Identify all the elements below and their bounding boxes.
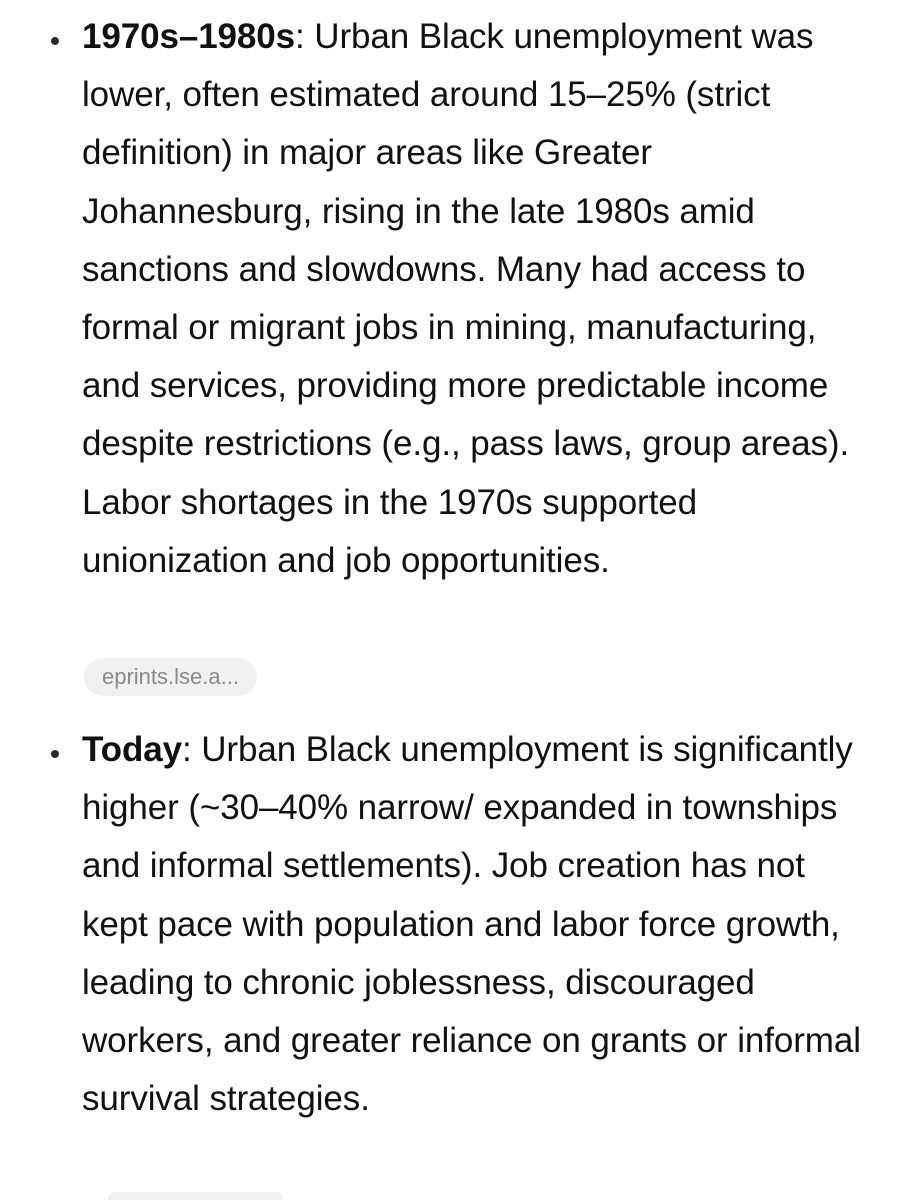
source-chip-partial[interactable] bbox=[108, 1192, 283, 1200]
bullet-body: Urban Black unemployment is significantly higher (~30–40% narrow/ expanded in townships and informal settlements). Job creation has not kept pace with population and labor force growth, leading to chronic joblessness, discouraged workers, and greater reliance on grants or informal survival strategies. bbox=[82, 730, 861, 1119]
bullet-text bbox=[82, 721, 872, 1128]
heading-separator: : bbox=[295, 17, 305, 56]
bullet-heading: Today bbox=[82, 730, 182, 769]
bullet-text bbox=[82, 8, 872, 590]
heading-separator: : bbox=[181, 730, 192, 769]
bullet-dot-icon bbox=[51, 37, 59, 45]
source-chip[interactable]: eprints.lse.a... bbox=[84, 658, 257, 696]
bullet-heading: 1970s–1980s bbox=[82, 17, 296, 56]
bullet-body: Urban Black unemployment was lower, often estimated around 15–25% (strict definition) in major areas like Greater Johannesburg, rising in the late 1980s amid sanctions and slowdowns. Many had access to formal or migrant jobs in mining, manufacturing, and services, providing more predictable income despite restrictions (e.g., pass laws, group areas). Labor shortages in the 1970s supported unionization and job opportunities. bbox=[82, 17, 850, 580]
bullet-dot-icon bbox=[51, 750, 59, 758]
